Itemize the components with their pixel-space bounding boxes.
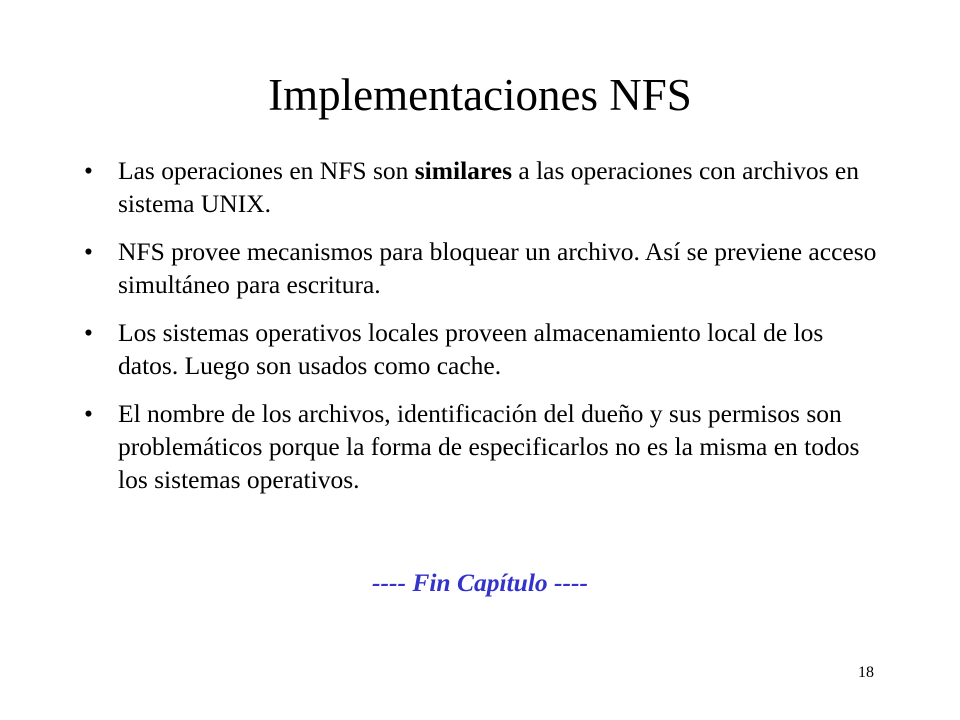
bullet-list [84,154,884,511]
bullet-text-bold: similares [414,156,513,185]
chapter-end-note: ---- Fin Capítulo ---- [371,568,589,597]
bullet-marker: • [84,156,93,185]
bullet-text-before: Las operaciones en NFS son [118,156,415,185]
bullet-text: NFS provee mecanismos para bloquear un archivo. Así se previene acceso simultáneo para escritura. [118,237,877,299]
bullet-item [84,235,884,301]
bullet-marker: • [84,399,93,428]
bullet-text [118,156,859,218]
bullet-marker: • [84,237,93,266]
bullet-item [84,397,884,496]
bullet-text: El nombre de los archivos, identificación del dueño y sus permisos son problemáticos porque la forma de especificarlos no es la misma en todos los sistemas operativos. [118,399,860,494]
bullet-item [84,154,884,220]
bullet-text-after: a las operaciones con archivos en sistema UNIX. [118,156,859,218]
bullet-text: Los sistemas operativos locales proveen almacenamiento local de los datos. Luego son usados como cache. [118,318,824,380]
bullet-item [84,316,884,382]
bullet-marker: • [84,318,93,347]
page-number: 18 [858,664,874,681]
slide-title: Implementaciones NFS [268,70,692,120]
